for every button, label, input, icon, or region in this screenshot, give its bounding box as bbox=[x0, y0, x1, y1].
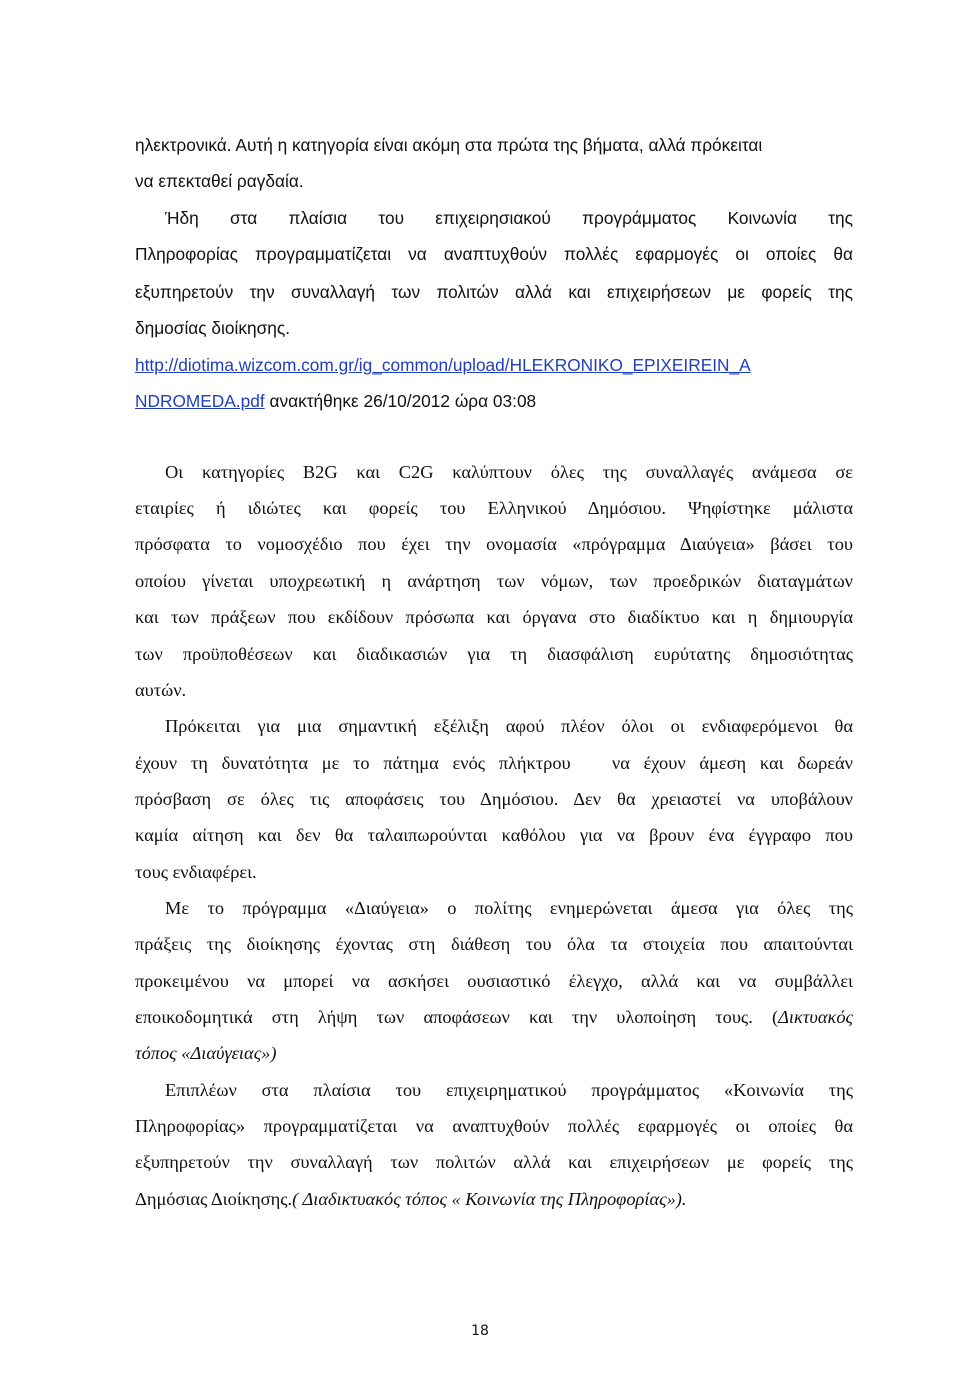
text-line: ηλεκτρονικά. Αυτή η κατηγορία είναι ακόμη στα πρώτα της βήματα, αλλά πρόκειται bbox=[135, 135, 763, 155]
citation-italic: τόπος «Διαύγειας») bbox=[135, 1043, 277, 1063]
citation-italic: ( Διαδικτυακός τόπος « Κοινωνία της Πληροφορίας»). bbox=[292, 1189, 687, 1209]
text-line: αυτών. bbox=[135, 680, 187, 700]
text-line bbox=[135, 1006, 853, 1028]
text-line: πρόσφατα το νομοσχέδιο που έχει την ονομασία «πρόγραμμα Διαύγεια» βάσει του bbox=[135, 534, 853, 554]
reference-line bbox=[135, 354, 853, 376]
text-segment: Δημόσιας Διοίκησης. bbox=[135, 1189, 293, 1209]
text-line: Πληροφορίας προγραμματίζεται να αναπτυχθούν πολλές εφαρμογές οι οποίες θα bbox=[135, 244, 853, 264]
text-line: να επεκταθεί ραγδαία. bbox=[135, 171, 304, 191]
text-line: προκειμένου να μπορεί να ασκήσει ουσιαστικό έλεγχο, αλλά και να συμβάλλει bbox=[135, 971, 853, 991]
text-line: έχουν τη δυνατότητα με το πάτημα ενός πλήκτρου να έχουν άμεση και δωρεάν bbox=[135, 753, 853, 773]
text-line: δημοσίας διοίκησης. bbox=[135, 318, 290, 338]
text-line: τους ενδιαφέρει. bbox=[135, 862, 257, 882]
reference-line bbox=[135, 390, 853, 412]
text-line: εξυπηρετούν την συναλλαγή των πολιτών αλλά και επιχειρήσεων με φορείς της bbox=[135, 282, 853, 302]
page-number: 18 bbox=[471, 1323, 489, 1339]
text-line: πρόσβαση σε όλες τις αποφάσεις του Δημόσιου. Δεν θα χρειαστεί να υποβάλουν bbox=[135, 789, 853, 809]
text-line: Οι κατηγορίες B2G και C2G καλύπτουν όλες της συναλλαγές ανάμεσα σε bbox=[165, 462, 853, 482]
text-line: καμία αίτηση και δεν θα ταλαιπωρούνται καθόλου για να βρουν ένα έγγραφο που bbox=[135, 825, 853, 845]
text-line: Με το πρόγραμμα «Διαύγεια» ο πολίτης ενημερώνεται άμεσα για όλες της bbox=[165, 898, 853, 918]
text-line: Πρόκειται για μια σημαντική εξέλιξη αφού πλέον όλοι οι ενδιαφερόμενοι θα bbox=[165, 716, 853, 736]
text-line: εταιρίες ή ιδιώτες και φορείς του Ελληνικού Δημόσιου. Ψηφίστηκε μάλιστα bbox=[135, 498, 853, 518]
text-line: Επιπλέων στα πλαίσια του επιχειρηματικού προγράμματος «Κοινωνία της bbox=[165, 1080, 853, 1100]
text-line: Ήδη στα πλαίσια του επιχειρησιακού προγράμματος Κοινωνία της bbox=[165, 208, 853, 228]
reference-link-continued[interactable]: NDROMEDA.pdf bbox=[135, 391, 265, 411]
text-line: Πληροφορίας» προγραμματίζεται να αναπτυχθούν πολλές εφαρμογές οι οποίες θα bbox=[135, 1116, 853, 1136]
text-line bbox=[135, 1188, 853, 1210]
text-line: πράξεις της διοίκησης έχοντας στη διάθεση του όλα τα στοιχεία που απαιτούνται bbox=[135, 934, 853, 954]
text-line: εξυπηρετούν την συναλλαγή των πολιτών αλλά και επιχειρήσεων με φορείς της bbox=[135, 1152, 853, 1172]
text-line: των προϋποθέσεων και διαδικασιών για τη διασφάλιση ευρύτατης δημοσιότητας bbox=[135, 644, 853, 664]
text-line: και των πράξεων που εκδίδουν πρόσωπα και όργανα στο διαδίκτυο και η δημιουργία bbox=[135, 607, 853, 627]
text-segment: εποικοδομητικά στη λήψη των αποφάσεων και την υλοποίηση τους. ( bbox=[135, 1007, 779, 1027]
citation-italic: Δικτυακός bbox=[778, 1007, 853, 1027]
retrieval-note: ανακτήθηκε 26/10/2012 ώρα 03:08 bbox=[269, 391, 537, 411]
text-line: οποίου γίνεται υποχρεωτική η ανάρτηση των νόμων, των προεδρικών διαταγμάτων bbox=[135, 571, 853, 591]
reference-link[interactable]: http://diotima.wizcom.com.gr/ig_common/upload/HLEKRONIKO_EPIXEIREIN_A bbox=[135, 355, 751, 375]
